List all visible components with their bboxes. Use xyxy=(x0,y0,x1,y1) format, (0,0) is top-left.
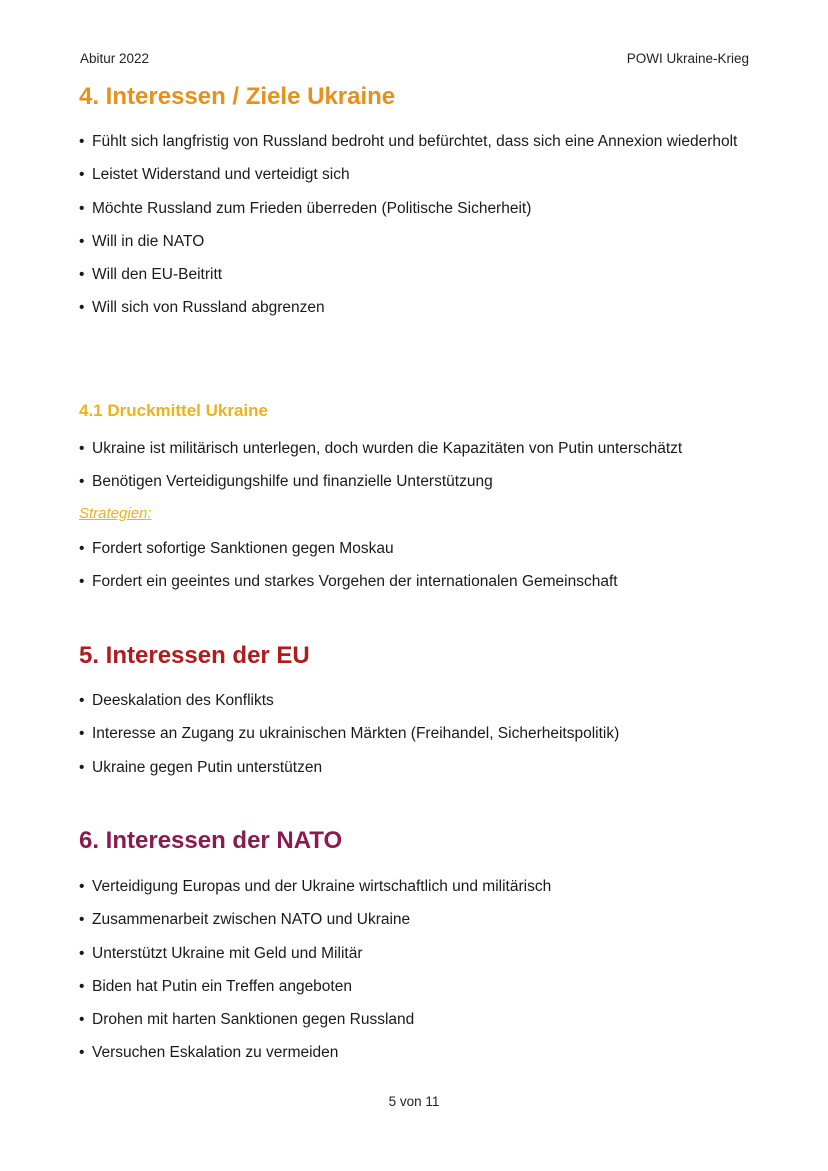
bullet-icon: • xyxy=(79,299,85,317)
section-5-title: 5. Interessen der EU xyxy=(79,642,310,669)
list-item: • Biden hat Putin ein Treffen angeboten xyxy=(79,970,759,1003)
list-item: • Interesse an Zugang zu ukrainischen Märkten (Freihandel, Sicherheitspolitik) xyxy=(79,717,759,750)
strategies-list xyxy=(79,532,759,599)
bullet-icon: • xyxy=(79,133,85,150)
bullet-icon: • xyxy=(79,944,85,962)
header-right: POWI Ukraine-Krieg xyxy=(626,51,749,66)
bullet-icon: • xyxy=(79,573,85,591)
bullet-icon: • xyxy=(79,232,85,250)
page-number: 5 von 11 xyxy=(388,1094,440,1109)
bullet-icon: • xyxy=(79,1011,85,1029)
list-item: • Leistet Widerstand und verteidigt sich xyxy=(79,158,759,191)
section-4-1-title: 4.1 Druckmittel Ukraine xyxy=(79,401,268,420)
section-6-list xyxy=(79,870,759,1070)
section-4-1-list xyxy=(79,432,759,499)
list-item: • Ukraine gegen Putin unterstützen xyxy=(79,751,759,784)
bullet-icon: • xyxy=(79,166,85,184)
bullet-icon: • xyxy=(79,199,85,217)
list-item: • Benötigen Verteidigungshilfe und finanzielle Unterstützung xyxy=(79,465,759,498)
list-item: • Fühlt sich langfristig von Russland bedroht und befürchtet, dass sich eine Annexion wiederholt xyxy=(79,125,759,158)
header-left: Abitur 2022 xyxy=(80,51,150,66)
bullet-icon: • xyxy=(79,1044,85,1062)
list-item: • Will den EU-Beitritt xyxy=(79,258,759,291)
strategies-label: Strategien: xyxy=(79,505,152,522)
section-4-title: 4. Interessen / Ziele Ukraine xyxy=(79,83,396,110)
list-item: • Verteidigung Europas und der Ukraine wirtschaftlich und militärisch xyxy=(79,870,759,903)
bullet-icon: • xyxy=(79,540,85,557)
bullet-icon: • xyxy=(79,911,85,929)
bullet-icon: • xyxy=(79,725,85,743)
list-item: • Zusammenarbeit zwischen NATO und Ukraine xyxy=(79,903,759,936)
bullet-icon: • xyxy=(79,878,85,895)
list-item: • Fordert sofortige Sanktionen gegen Moskau xyxy=(79,532,759,565)
section-5-list xyxy=(79,684,759,784)
bullet-icon: • xyxy=(79,692,85,709)
list-item: • Drohen mit harten Sanktionen gegen Russland xyxy=(79,1003,759,1036)
bullet-icon: • xyxy=(79,440,85,457)
list-item: • Fordert ein geeintes und starkes Vorgehen der internationalen Gemeinschaft xyxy=(79,565,759,598)
list-item: • Will in die NATO xyxy=(79,225,759,258)
list-item: • Ukraine ist militärisch unterlegen, doch wurden die Kapazitäten von Putin unterschätzt xyxy=(79,432,759,465)
list-item: • Versuchen Eskalation zu vermeiden xyxy=(79,1036,759,1069)
bullet-icon: • xyxy=(79,977,85,995)
section-4-list xyxy=(79,125,759,325)
bullet-icon: • xyxy=(79,758,85,776)
list-item: • Unterstützt Ukraine mit Geld und Militär xyxy=(79,937,759,970)
list-item: • Will sich von Russland abgrenzen xyxy=(79,291,759,324)
bullet-icon: • xyxy=(79,266,85,284)
bullet-icon: • xyxy=(79,473,85,491)
list-item: • Möchte Russland zum Frieden überreden (Politische Sicherheit) xyxy=(79,192,759,225)
section-6-title: 6. Interessen der NATO xyxy=(79,827,343,854)
list-item: • Deeskalation des Konflikts xyxy=(79,684,759,717)
